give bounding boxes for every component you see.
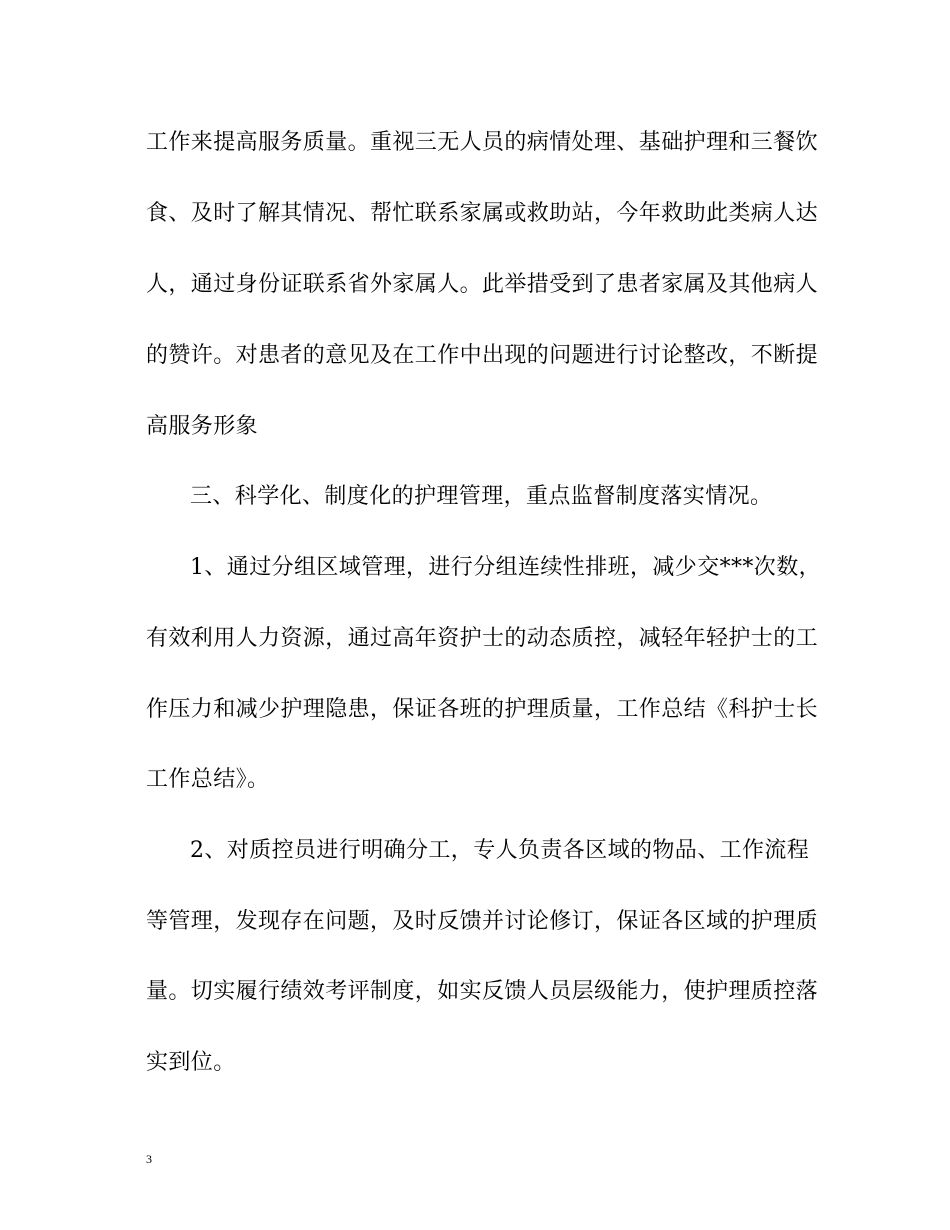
list-item-2-line: 2、对质控员进行明确分工，专人负责各区域的物品、工作流程 (190, 838, 810, 863)
body-text-line: 等管理，发现存在问题，及时反馈并讨论修订，保证各区域的护理质 (146, 909, 819, 934)
body-text-line: 工作总结》。 (146, 767, 270, 792)
body-text-line: 作压力和减少护理隐患，保证各班的护理质量，工作总结《科护士长 (146, 697, 819, 722)
body-text-line: 的赞许。对患者的意见及在工作中出现的问题进行讨论整改，不断提 (146, 343, 819, 368)
body-text-line: 有效利用人力资源，通过高年资护士的动态质控，减轻年轻护士的工 (146, 626, 819, 651)
list-item-1-line: 1、通过分组区域管理，进行分组连续性排班，减少交***次数， (190, 555, 821, 580)
page-number: 3 (146, 1152, 152, 1166)
body-text-line: 量。切实履行绩效考评制度，如实反馈人员层级能力，使护理质控落 (146, 979, 819, 1004)
body-text-line: 工作来提高服务质量。重视三无人员的病情处理、基础护理和三餐饮 (146, 130, 819, 155)
body-text-line: 人，通过身份证联系省外家属人。此举措受到了患者家属及其他病人 (146, 272, 819, 297)
body-text-line: 实到位。 (146, 1050, 236, 1075)
section-heading: 三、科学化、制度化的护理管理，重点监督制度落实情况。 (190, 484, 773, 509)
body-text-line: 食、及时了解其情况、帮忙联系家属或救助站，今年救助此类病人达 (146, 201, 819, 226)
body-text-line: 高服务形象 (146, 414, 259, 439)
